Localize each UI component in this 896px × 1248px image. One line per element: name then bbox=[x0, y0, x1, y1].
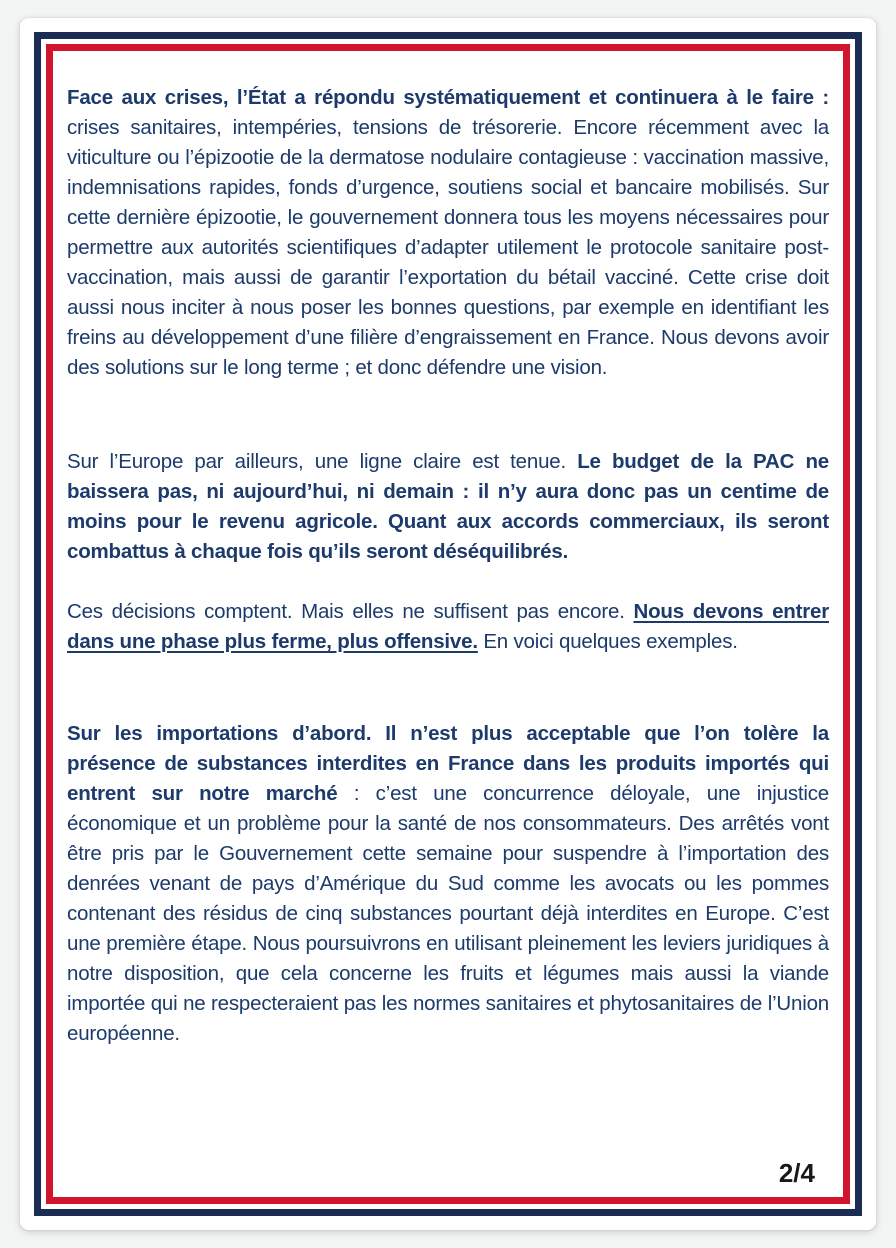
text-segment: crises sanitaires, intempéries, tensions de trésorerie. Encore récemment avec la viticulture ou l’épizootie de la dermatose nodulaire contagieuse : vaccination massive, indemnisations rapides, fonds d’urgence, soutiens social et bancaire mobilisés. Sur cette dernière épizootie, le gouvernement donnera tous les moyens nécessaires pour permettre aux autorités scientifiques d’adapter utilement le protocole sanitaire post-vaccination, mais aussi de garantir l’exportation du bétail vacciné. Cette crise doit aussi nous inciter à nous poser les bonnes questions, par exemple en identifiant les freins au développement d’une filière d’engraissement en France. Nous devons avoir des solutions sur le long terme ; et donc défendre une vision. bbox=[67, 116, 829, 379]
navy-frame-border bbox=[34, 32, 862, 1216]
text-segment-bold: Sur les importations d’abord. Il n’est plus acceptable que l’on tolère la présence de substances interdites en France dans les produits importés qui entrent sur notre marché bbox=[67, 722, 829, 805]
red-frame-border bbox=[46, 44, 850, 1204]
paragraph bbox=[67, 597, 829, 657]
text-segment: Ces décisions comptent. Mais elles ne suffisent pas encore. bbox=[67, 600, 634, 623]
document-body bbox=[67, 83, 829, 1049]
paragraph bbox=[67, 83, 829, 383]
page-number: 2/4 bbox=[778, 1158, 815, 1188]
paragraph bbox=[67, 719, 829, 1049]
text-segment: : c’est une concurrence déloyale, une injustice économique et un problème pour la santé de nos consommateurs. Des arrêtés vont être pris par le Gouvernement cette semaine pour suspendre à l’importation des denrées venant de pays d’Amérique du Sud comme les avocats ou les pommes contenant des résidus de cinq substances pourtant déjà interdites en Europe. C’est une première étape. Nous poursuivrons en utilisant pleinement les leviers juridiques à notre disposition, que cela concerne les fruits et légumes mais aussi la viande importée qui ne respecteraient pas les normes sanitaires et phytosanitaires de l’Union européenne. bbox=[67, 782, 829, 1045]
text-segment: En voici quelques exemples. bbox=[477, 630, 738, 653]
text-segment: Sur l’Europe par ailleurs, une ligne claire est tenue. bbox=[67, 450, 578, 473]
paragraph bbox=[67, 447, 829, 567]
text-segment-bold: Face aux crises, l’État a répondu systématiquement et continuera à le faire : bbox=[67, 86, 829, 109]
text-segment-bold: Le budget de la PAC ne baissera pas, ni aujourd’hui, ni demain : il n’y aura donc pas un centime de moins pour le revenu agricole. Quant aux accords commerciaux, ils seront combattus à chaque fois qu’ils seront déséquilibrés. bbox=[67, 450, 829, 563]
document-page bbox=[20, 18, 876, 1230]
text-segment-bold-underline: Nous devons entrer dans une phase plus ferme, plus offensive. bbox=[67, 600, 829, 653]
